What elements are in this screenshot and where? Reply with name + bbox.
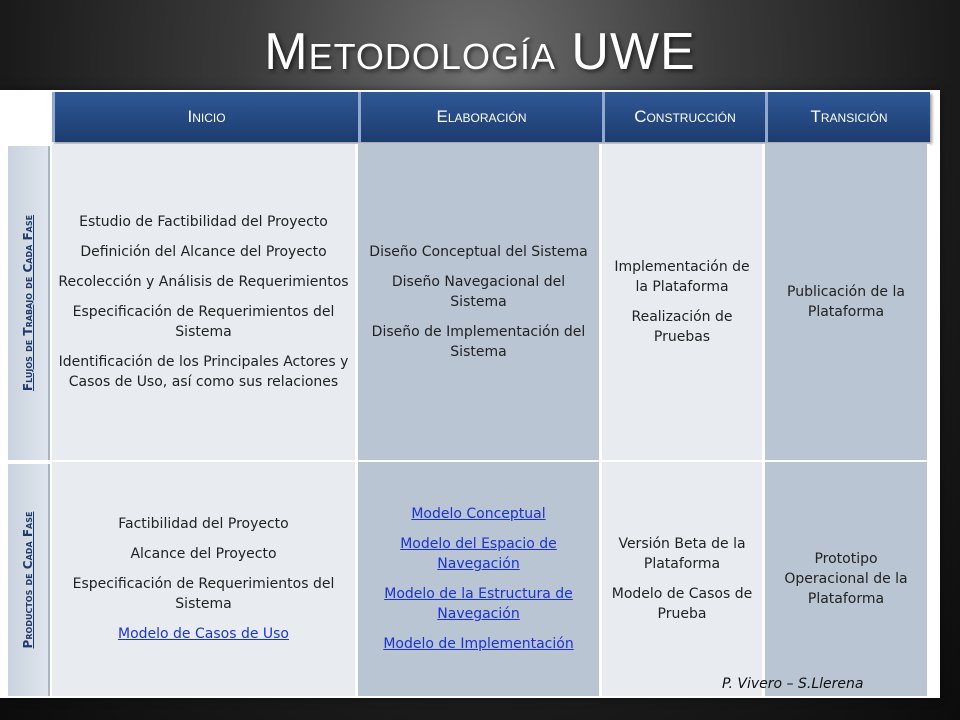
cell-item: Recolección y Análisis de Requerimientos [58, 274, 349, 290]
cell-item: Especificación de Requerimientos del Sistema [72, 304, 335, 340]
cell-item: Estudio de Factibilidad del Proyecto [79, 214, 328, 230]
cell-item: Prototipo Operacional de la Plataforma [784, 551, 908, 607]
table-cell [358, 462, 602, 698]
cell-item: Alcance del Proyecto [130, 546, 277, 562]
page-title: Metodología UWE [264, 23, 696, 81]
cell-item: Identificación de los Principales Actores y Casos de Uso, así como sus relaciones [58, 354, 349, 390]
cell-item [364, 534, 593, 574]
column-header-transicion: Transición [765, 92, 930, 142]
table-cell [52, 144, 358, 462]
cell-item: Publicación de la Plataforma [787, 284, 905, 320]
cell-item: Especificación de Requerimientos del Sistema [72, 576, 335, 612]
cell-item [383, 634, 573, 654]
model-link[interactable]: Modelo de la Estructura de Navegación [384, 586, 573, 622]
column-header-inicio: Inicio [52, 92, 358, 142]
table-cell [602, 144, 765, 462]
column-header-elaboracion: Elaboración [358, 92, 602, 142]
row-label-flujos: Flujos de Trabajo de Cada Fase [8, 146, 50, 460]
table-cell [358, 144, 602, 462]
model-link[interactable]: Modelo de Casos de Uso [117, 626, 289, 642]
cell-item: Diseño Conceptual del Sistema [369, 244, 588, 260]
table-cell [52, 462, 358, 698]
table-cell [765, 144, 930, 462]
model-link[interactable]: Modelo del Espacio de Navegación [400, 536, 557, 572]
cell-item: Realización de Pruebas [631, 309, 733, 345]
cell-item: Diseño de Implementación del Sistema [371, 324, 586, 360]
model-link[interactable]: Modelo de Implementación [383, 636, 574, 652]
cell-item [411, 504, 545, 524]
row-label-productos: Productos de Cada Fase [8, 464, 50, 696]
cell-item: Versión Beta de la Plataforma [618, 536, 746, 572]
column-header-construccion: Construcción [602, 92, 765, 142]
cell-item: Factibilidad del Proyecto [118, 516, 289, 532]
table-cell [765, 462, 930, 698]
cell-item: Implementación de la Plataforma [614, 259, 750, 295]
cell-item: Definición del Alcance del Proyecto [80, 244, 327, 260]
cell-item: Diseño Navegacional del Sistema [391, 274, 566, 310]
table-cell [602, 462, 765, 698]
cell-item [118, 624, 289, 644]
cell-item [364, 584, 593, 624]
model-link[interactable]: Modelo Conceptual [411, 506, 546, 522]
cell-item: Modelo de Casos de Prueba [611, 586, 753, 622]
author-signature: P. Vivero – S.Llerena [722, 676, 864, 692]
